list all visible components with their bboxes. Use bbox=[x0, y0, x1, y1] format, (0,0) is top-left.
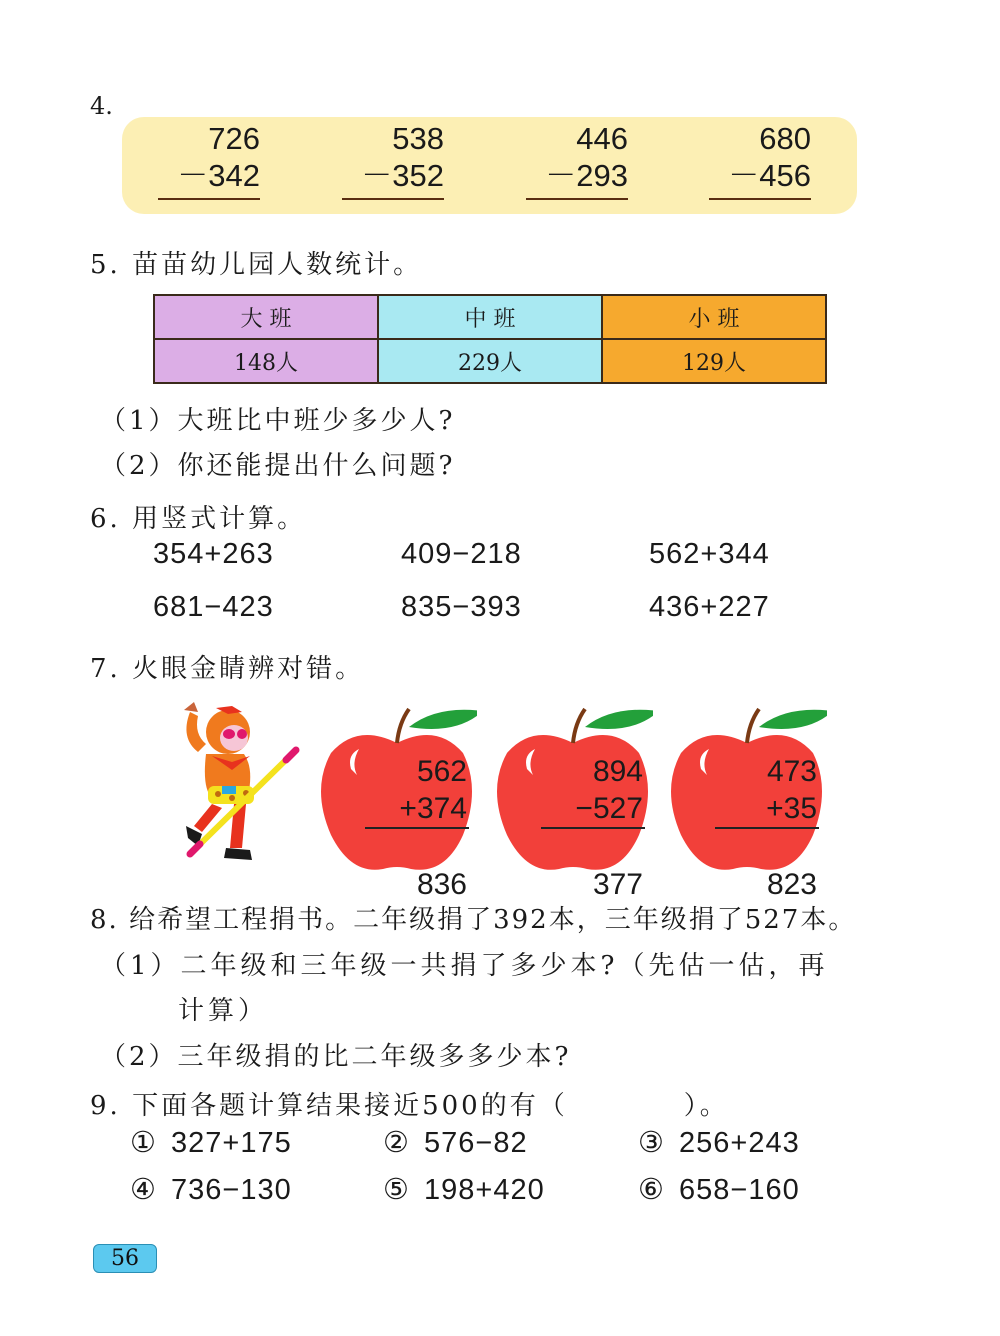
minuend: 538 bbox=[392, 121, 444, 156]
option-expr: 198+420 bbox=[424, 1174, 545, 1206]
option-mark: ⑤ bbox=[383, 1172, 410, 1206]
q9-option-2 bbox=[383, 1125, 528, 1160]
q8-title: 8. 给希望工程捐书。二年级捐了392本，三年级捐了527本。 bbox=[90, 905, 857, 935]
option-mark: ⑥ bbox=[638, 1172, 665, 1206]
answer-line bbox=[709, 198, 811, 200]
minuend: 446 bbox=[576, 121, 628, 156]
q6-title: 6. 用竖式计算。 bbox=[90, 504, 307, 534]
q8-sub1-cont: 计算） bbox=[178, 996, 269, 1026]
q8-sub1: （1）二年级和三年级一共捐了多少本?（先估一估，再 bbox=[100, 951, 829, 981]
option-mark: ① bbox=[130, 1125, 157, 1159]
minuend: 894 bbox=[592, 755, 643, 788]
q4-problem-4 bbox=[701, 120, 811, 200]
q4-problem-3 bbox=[518, 120, 628, 200]
sum-line bbox=[715, 827, 819, 866]
option-expr: 576−82 bbox=[424, 1127, 528, 1159]
table-row bbox=[154, 339, 826, 383]
q8-sub2: （2）三年级捐的比二年级多多少本? bbox=[100, 1042, 572, 1072]
header-middle-class: 中 班 bbox=[378, 295, 602, 339]
minuend: 680 bbox=[759, 121, 811, 156]
option-expr: 658−160 bbox=[679, 1174, 800, 1206]
q6-expr: 354+263 bbox=[153, 538, 274, 570]
option-mark: ③ bbox=[638, 1125, 665, 1159]
addend-bottom: +35 bbox=[766, 792, 817, 825]
q4-problem-1 bbox=[150, 120, 260, 200]
header-big-class: 大 班 bbox=[154, 295, 378, 339]
q6-expr: 409−218 bbox=[401, 538, 522, 570]
q6-expr: 835−393 bbox=[401, 591, 522, 623]
option-expr: 736−130 bbox=[171, 1174, 292, 1206]
q6-expr: 562+344 bbox=[649, 538, 770, 570]
kindergarten-stat-table bbox=[153, 294, 827, 384]
subtrahend: －352 bbox=[361, 158, 444, 193]
answer-line bbox=[158, 198, 260, 200]
q4-problem-2 bbox=[334, 120, 444, 200]
answer-line bbox=[526, 198, 628, 200]
option-mark: ② bbox=[383, 1125, 410, 1159]
q6-expr: 681−423 bbox=[153, 591, 274, 623]
result: 836 bbox=[416, 868, 467, 901]
table-header-row bbox=[154, 295, 826, 339]
subtrahend: －456 bbox=[728, 158, 811, 193]
addend-top: 562 bbox=[416, 755, 467, 788]
monkey-king-illustration bbox=[172, 698, 304, 868]
q9-option-3 bbox=[638, 1125, 800, 1160]
page-number: 56 bbox=[93, 1244, 157, 1273]
q6-expr: 436+227 bbox=[649, 591, 770, 623]
result: 377 bbox=[592, 868, 643, 901]
option-expr: 327+175 bbox=[171, 1127, 292, 1159]
sum-line bbox=[365, 827, 469, 866]
addend-bottom: +374 bbox=[399, 792, 467, 825]
minuend: 726 bbox=[208, 121, 260, 156]
value-middle-class: 229人 bbox=[378, 339, 602, 383]
subtrahend: －293 bbox=[545, 158, 628, 193]
q7-title: 7. 火眼金睛辨对错。 bbox=[90, 654, 365, 684]
option-expr: 256+243 bbox=[679, 1127, 800, 1159]
q5-sub2: （2）你还能提出什么问题? bbox=[100, 451, 456, 481]
result-line bbox=[541, 827, 645, 866]
addend-top: 473 bbox=[766, 755, 817, 788]
q9-option-5 bbox=[383, 1172, 545, 1207]
value-big-class: 148人 bbox=[154, 339, 378, 383]
q5-sub1: （1）大班比中班少多少人? bbox=[100, 406, 456, 436]
q9-option-6 bbox=[638, 1172, 800, 1207]
q9-option-1 bbox=[130, 1125, 292, 1160]
subtrahend: −527 bbox=[575, 792, 643, 825]
subtrahend: －342 bbox=[177, 158, 260, 193]
q4-label: 4. bbox=[90, 92, 113, 120]
result: 823 bbox=[766, 868, 817, 901]
q9-option-4 bbox=[130, 1172, 292, 1207]
value-small-class: 129人 bbox=[602, 339, 826, 383]
apple-problem-2 bbox=[493, 705, 653, 901]
q9-title: 9. 下面各题计算结果接近500的有（ ）。 bbox=[90, 1091, 729, 1121]
apple-problem-1 bbox=[317, 705, 477, 901]
q5-title: 5. 苗苗幼儿园人数统计。 bbox=[90, 250, 423, 280]
option-mark: ④ bbox=[130, 1172, 157, 1206]
header-small-class: 小 班 bbox=[602, 295, 826, 339]
apple-problem-3 bbox=[667, 705, 827, 901]
answer-line bbox=[342, 198, 444, 200]
